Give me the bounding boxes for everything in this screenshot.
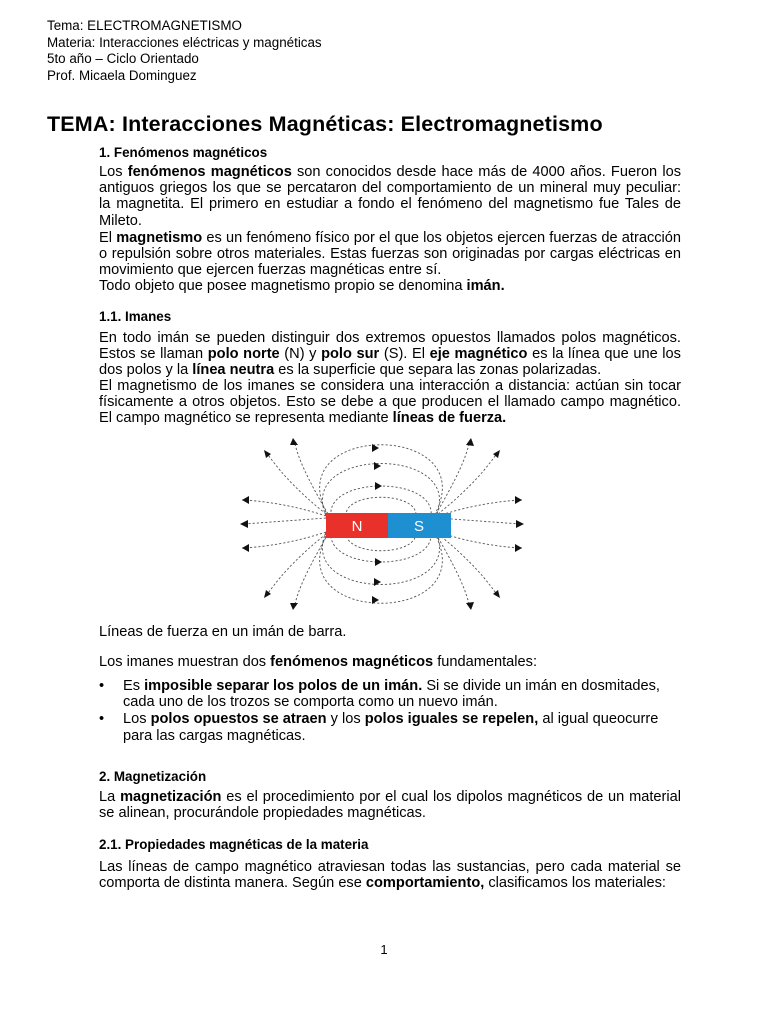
- text-run: Es: [123, 678, 145, 694]
- arrowhead: [375, 558, 382, 566]
- text-run: es un fenómeno físico por el que los objetos ejercen fuerzas de atracción o repulsión sobre otros materiales. Estas fuerzas son originadas por cargas eléctricas en movimiento que ejercen fuerzas magnéticas entre sí.: [99, 230, 682, 279]
- field-line: [438, 534, 498, 596]
- text-run: (N) y: [279, 346, 322, 363]
- header-course: 5to año – Ciclo Orientado: [47, 51, 199, 66]
- text-run: son conocidos desde hace más de 4000 años. Fueron los antiguos griegos los que se percataron del comportamiento de un mineral muy peculiar: la magnetita. El primero en estudiar a fondo el fenómeno del magnetismo fue Tales de Mileto.: [99, 164, 681, 229]
- bullet-list: [99, 678, 681, 745]
- bold-run: polos opuestos se atraen: [150, 711, 327, 728]
- paragraph-imanes: [99, 330, 681, 379]
- bold-run: imposible separar los polos de un imán.: [144, 678, 423, 694]
- arrowhead: [466, 438, 474, 446]
- bold-run: magnetización: [120, 789, 222, 805]
- section-2-1-heading: 2.1. Propiedades magnéticas de la materia: [99, 837, 369, 852]
- bullet-icon: •: [99, 678, 105, 694]
- text-run: En todo imán se pueden distinguir dos extremos opuestos llamados polos magnéticos. Estos se llaman: [99, 330, 681, 363]
- bold-run: magnetismo: [116, 230, 203, 246]
- bold-run: polos iguales se repelen,: [364, 711, 539, 728]
- text-run: Si se divide un imán en dosmitades, cada uno de los trozos se comporta como un nuevo imán.: [123, 678, 660, 711]
- paragraph-magnetizacion: [99, 789, 681, 821]
- section-1-1-heading: 1.1. Imanes: [99, 309, 172, 324]
- text-run: al igual queocurre para las cargas magnéticas.: [123, 711, 659, 744]
- south-label: S: [413, 518, 425, 535]
- text-run: La: [99, 789, 121, 805]
- field-line: [322, 532, 439, 585]
- text-run: (S). El: [379, 346, 430, 363]
- north-label: N: [351, 518, 363, 535]
- field-line: [320, 445, 443, 516]
- text-run: El magnetismo de los imanes se considera una interacción a distancia: actúan sin tocar físicamente a otros objetos. Esto se debe a que producen el llamado campo magnético. El campo magnético se representa mediante: [99, 378, 681, 427]
- field-line: [438, 452, 498, 514]
- section-2: [99, 769, 681, 785]
- list-item: [99, 711, 681, 743]
- header-subject: Materia: Interacciones eléctricas y magnéticas: [47, 34, 322, 50]
- arrowhead: [516, 520, 524, 528]
- header-topic: Tema: ELECTROMAGNETISMO: [47, 18, 242, 33]
- text-run: fundamentales:: [433, 654, 538, 670]
- field-line: [242, 532, 326, 548]
- text-run: Todo objeto que posee magnetismo propio se denomina: [99, 278, 467, 294]
- bar-magnet-figure: [236, 436, 528, 620]
- arrowhead: [290, 438, 298, 445]
- arrowhead: [242, 496, 249, 504]
- arrowhead: [290, 603, 298, 610]
- paragraph-magnetismo: [99, 230, 681, 279]
- paragraph-interaccion: [99, 378, 681, 427]
- field-line: [242, 500, 326, 516]
- arrowhead: [242, 544, 249, 552]
- field-line: [331, 486, 431, 516]
- text-run: es la superficie que separa las zonas polarizadas.: [274, 362, 602, 379]
- arrowhead: [375, 482, 382, 490]
- bold-run: polo sur: [321, 346, 380, 363]
- field-line: [320, 532, 443, 603]
- field-line: [266, 534, 326, 596]
- arrowhead: [515, 544, 522, 552]
- bold-run: comportamiento,: [365, 875, 485, 892]
- page-number: 1: [380, 942, 388, 957]
- section-1-1: [99, 309, 681, 325]
- arrowhead: [466, 602, 474, 610]
- bullet-icon: •: [99, 711, 105, 728]
- paragraph-propiedades: [99, 859, 681, 891]
- text-run: El: [99, 230, 117, 246]
- text-run: es el procedimiento por el cual los dipolos magnéticos de un material se alinean, procurándole propiedades magnéticas.: [99, 789, 682, 822]
- section-1-heading: 1. Fenómenos magnéticos: [99, 145, 268, 160]
- text-run: Las líneas de campo magnético atraviesan todas las sustancias, pero cada material se comporta de distinta manera. Según ese: [99, 859, 681, 892]
- text-run: y los: [326, 711, 365, 728]
- paragraph-fenomenos-intro: [99, 654, 681, 670]
- bold-run: línea neutra: [192, 362, 275, 379]
- bold-run: polo norte: [207, 346, 280, 363]
- figure-caption: Líneas de fuerza en un imán de barra.: [99, 624, 347, 640]
- arrowhead: [240, 520, 248, 528]
- bold-run: imán.: [466, 278, 505, 294]
- page-title: TEMA: Interacciones Magnéticas: Electromagnetismo: [47, 112, 603, 136]
- bold-run: fenómenos magnéticos: [127, 164, 292, 180]
- field-line: [266, 452, 326, 514]
- text-run: Los: [123, 711, 151, 728]
- field-line: [322, 464, 439, 517]
- section-2-1: [99, 837, 681, 853]
- paragraph-iman: [99, 278, 681, 294]
- bold-run: líneas de fuerza.: [392, 410, 507, 427]
- paragraph-fenomenos: [99, 164, 681, 229]
- section-2-heading: 2. Magnetización: [99, 769, 207, 784]
- document-header: [47, 18, 322, 84]
- bold-run: eje magnético: [429, 346, 528, 363]
- arrowhead: [515, 496, 522, 504]
- bold-run: fenómenos magnéticos: [270, 654, 434, 670]
- text-run: es la línea que une los dos polos y la: [99, 346, 681, 379]
- header-teacher: Prof. Micaela Dominguez: [47, 67, 197, 83]
- section-1: [99, 145, 681, 161]
- text-run: Los: [99, 164, 128, 180]
- text-run: clasificamos los materiales:: [484, 875, 666, 892]
- text-run: Los imanes muestran dos: [99, 654, 271, 670]
- list-item: [99, 678, 681, 710]
- field-line: [244, 518, 326, 524]
